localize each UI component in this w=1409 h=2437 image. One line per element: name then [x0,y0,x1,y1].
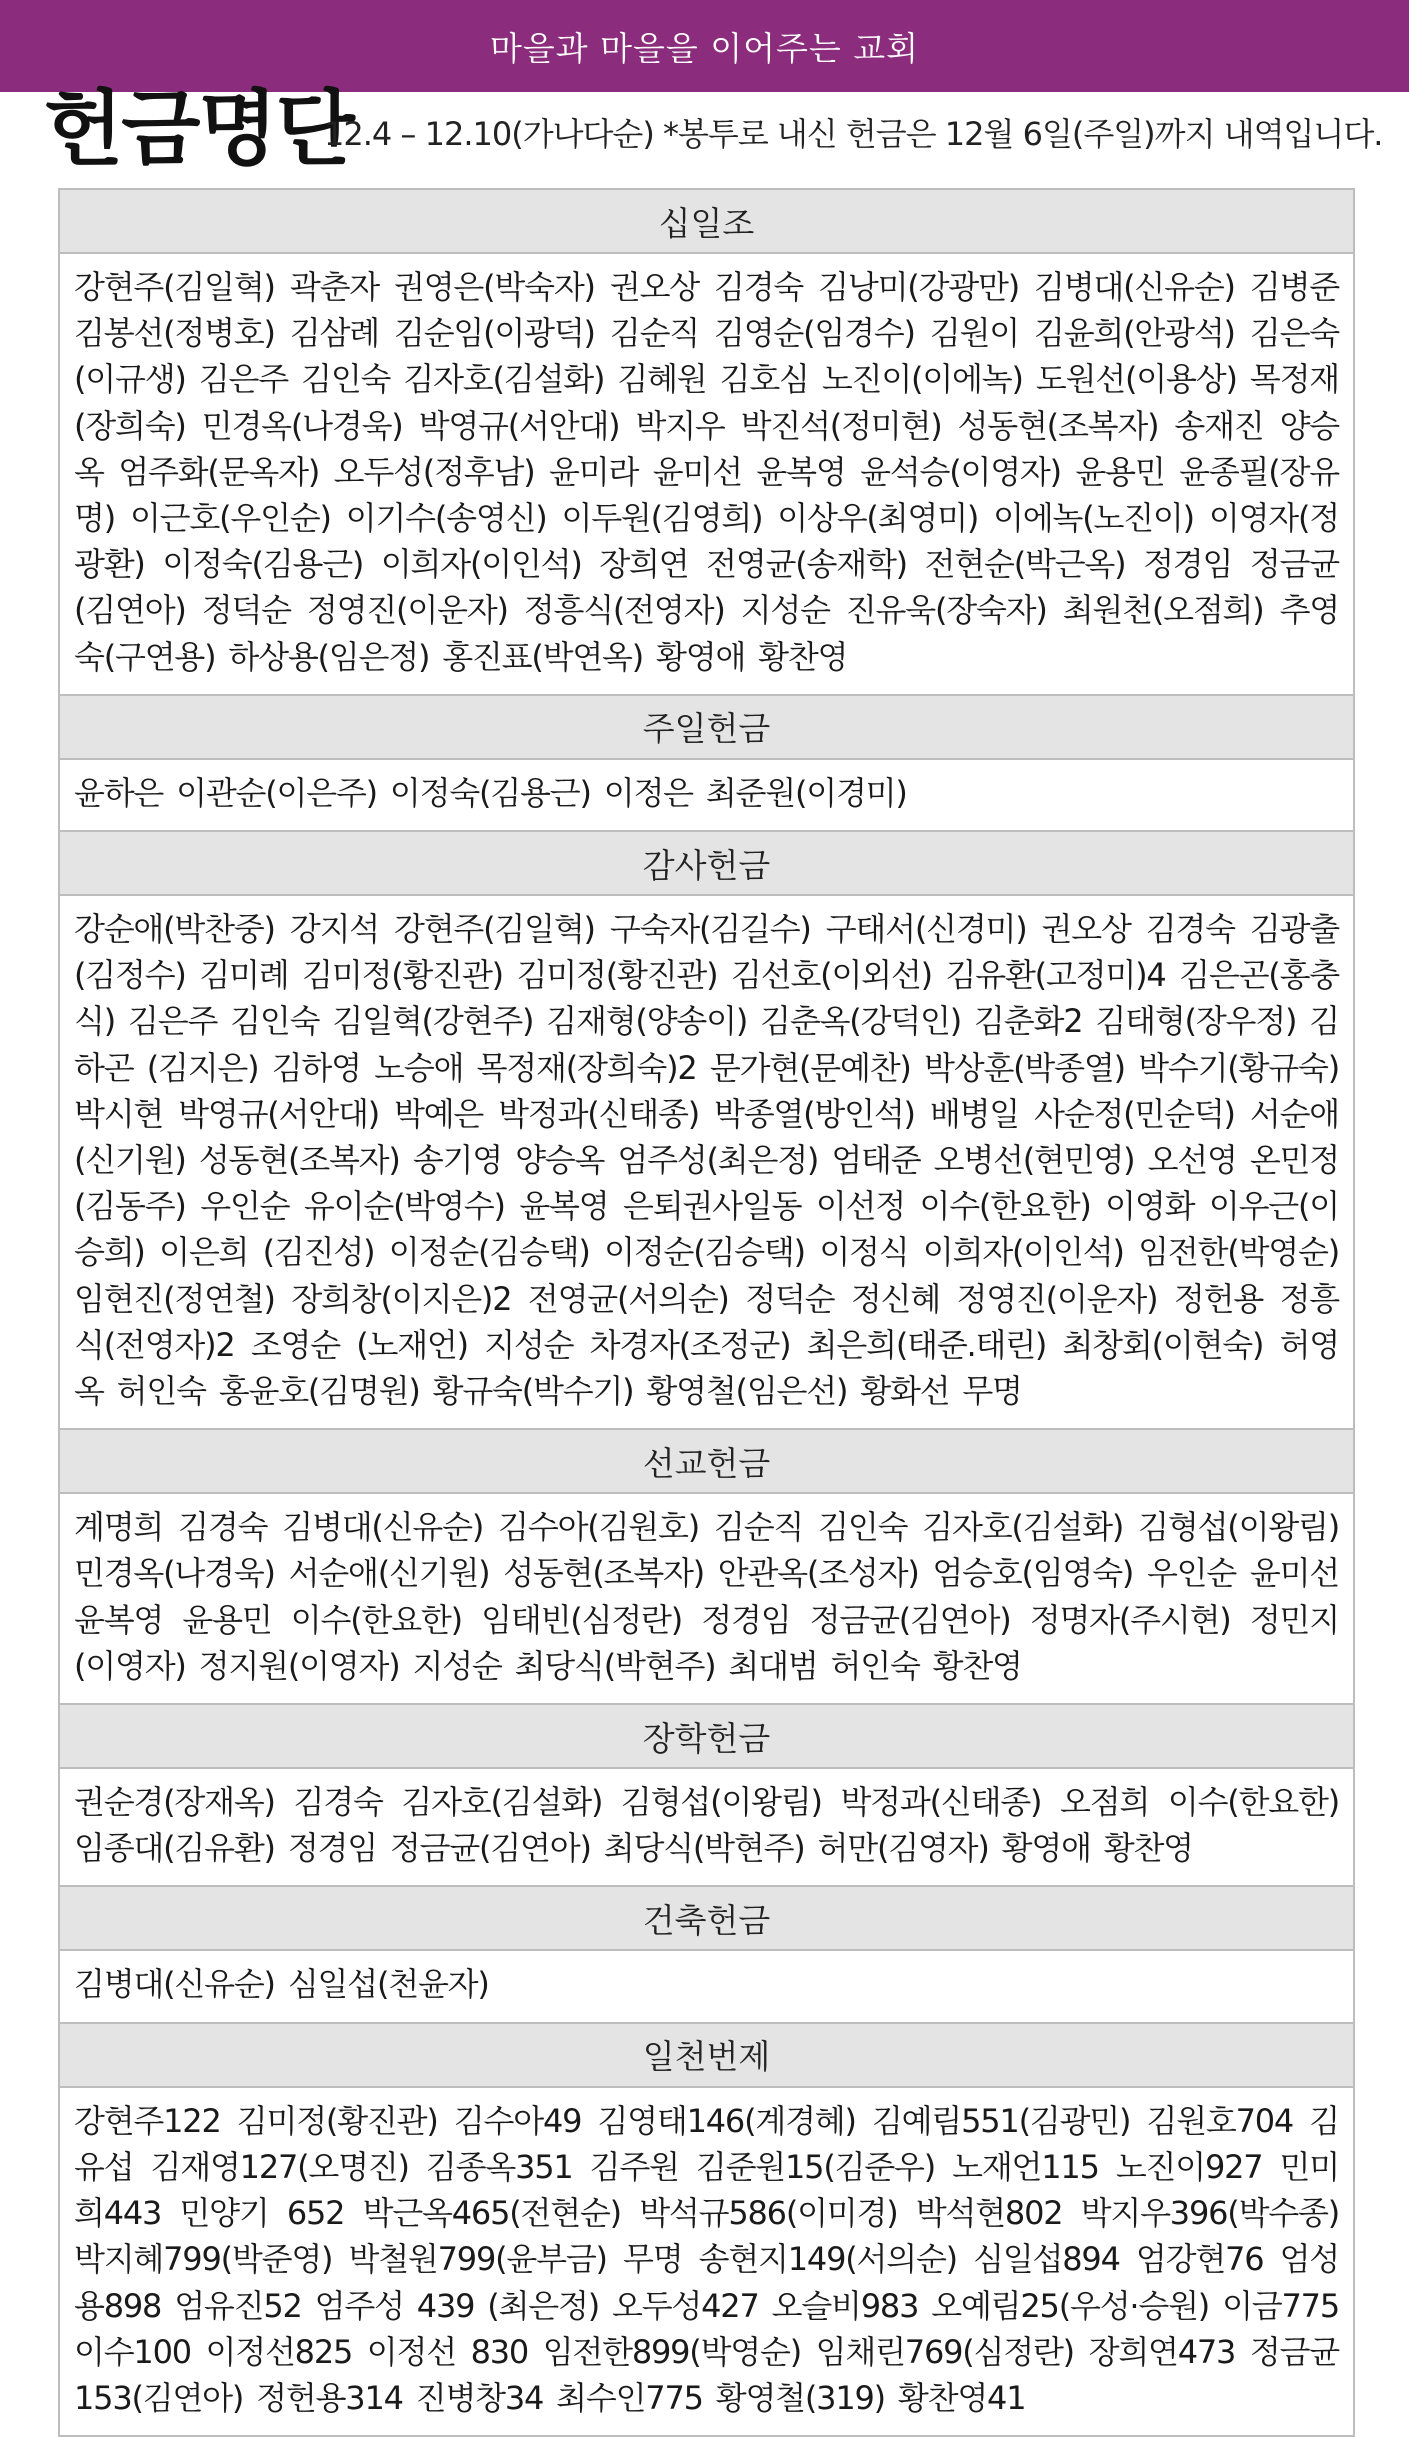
section-header: 건축헌금 [60,1885,1353,1951]
section-names: 윤하은 이관순(이은주) 이정숙(김용근) 이정은 최준원(이경미) [74,773,907,812]
section-building-offering [60,1885,1353,2021]
section-header: 일천번제 [60,2022,1353,2088]
section-names: 강순애(박찬중) 강지석 강현주(김일혁) 구숙자(김길수) 구태서(신경미) 권오상 김경숙 김광출 (김정수) 김미례 김미정(황진관) 김미정(황진관) 김선호(이외선) 김유환(고정미)4 김은곤(홍충식) 김은주 김인숙 김일혁(강현주) 김재형(양송이) 김춘옥(강덕인) 김춘화2 김태형(장우정) 김하곤 (김지은) 김하영 노승애 목정재(장희숙)2 문가현(문예찬) 박상훈(박종열) 박수기(황규숙) 박시현 박영규(서안대) 박예은 박정과(신태종) 박종열(방인석) 배병일 사순정(민순덕) 서순애(신기원) 성동현(조복자) 송기영 양승옥 엄주성(최은정) 엄태준 오병선(현민영) 오선영 온민정(김동주) 우인순 유이순(박영수) 윤복영 은퇴권사일동 이선정 이수(한요한) 이영화 이우근(이승희) 이은희 (김진성) 이정순(김승택) 이정순(김승택) 이정식 이희자(이인석) 임전한(박영순) 임현진(정연철) 장희창(이지은)2 전영균(서의순) 정덕순 정신혜 정영진(이운자) 정헌용 정흥식(전영자)2 조영순 (노재언) 지성순 차경자(조정군) 최은희(태준.태린) 최창회(이현숙) 허영옥 허인숙 홍윤호(김명원) 황규숙(박수기) 황영철(임은선) 황화선 무명 [74,910,1339,1411]
section-scholarship-offering [60,1703,1353,1885]
section-names: 계명희 김경숙 김병대(신유순) 김수아(김원호) 김순직 김인숙 김자호(김설화) 김형섭(이왕림) 민경옥(나경욱) 서순애(신기원) 성동현(조복자) 안관옥(조성자) 엄승호(임영숙) 우인순 윤미선 윤복영 윤용민 이수(한요한) 임태빈(심정란) 정경임 정금균(김연아) 정명자(주시현) 정민지 (이영자) 정지원(이영자) 지성순 최당식(박현주) 최대범 허인숙 황찬영 [74,1508,1339,1685]
banner-text: 마을과 마을을 이어주는 교회 [489,28,919,68]
section-names: 강현주(김일혁) 곽춘자 권영은(박숙자) 권오상 김경숙 김낭미(강광만) 김병대(신유순) 김병준 김봉선(정병호) 김삼례 김순임(이광덕) 김순직 김영순(임경수) 김원이 김윤희(안광석) 김은숙 (이규생) 김은주 김인숙 김자호(김설화) 김혜원 김호심 노진이(이에녹) 도원선(이용상) 목정재 (장희숙) 민경옥(나경욱) 박영규(서안대) 박지우 박진석(정미현) 성동현(조복자) 송재진 양승옥 엄주화(문옥자) 오두성(정후남) 윤미라 윤미선 윤복영 윤석승(이영자) 윤용민 윤종필(장유명) 이근호(우인순) 이기수(송영신) 이두원(김영희) 이상우(최영미) 이에녹(노진이) 이영자(정광환) 이정숙(김용근) 이희자(이인석) 장희연 전영균(송재학) 전현순(박근옥) 정경임 정금균(김연아) 정덕순 정영진(이운자) 정흥식(전영자) 지성순 진유욱(장숙자) 최원천(오점희) 추영숙(구연용) 하상용(임은정) 홍진표(박연옥) 황영애 황찬영 [74,268,1339,676]
section-thanksgiving-offering [60,830,1353,1428]
section-names: 권순경(장재옥) 김경숙 김자호(김설화) 김형섭(이왕림) 박정과(신태종) 오점희 이수(한요한) 임종대(김유환) 정경임 정금균(김연아) 최당식(박현주) 허만(김영자) 황영애 황찬영 [74,1783,1339,1868]
section-names: 김병대(신유순) 심일섭(천윤자) [74,1965,489,2004]
page-subtitle: 12.4 – 12.10(가나다순) *봉투로 내신 헌금은 12월 6일(주일)까지 내역입니다. [324,115,1383,153]
section-header: 주일헌금 [60,694,1353,760]
section-header: 십일조 [60,188,1353,254]
section-tithe [60,188,1353,694]
section-thousand-offerings [60,2022,1353,2435]
section-sunday-offering [60,694,1353,830]
section-mission-offering [60,1428,1353,1703]
section-header: 감사헌금 [60,830,1353,896]
offering-list-board [58,188,1355,2437]
church-motto-banner [0,0,1409,92]
section-names: 강현주122 김미정(황진관) 김수아49 김영태146(계경혜) 김예림551(김광민) 김원호704 김유섭 김재영127(오명진) 김종옥351 김주원 김준원15(김준우) 노재언115 노진이927 민미희443 민양기 652 박근옥465(전현순) 박석규586(이미경) 박석현802 박지우396(박수종) 박지혜799(박준영) 박철원799(윤부금) 무명 송현지149(서의순) 심일섭894 엄강현76 엄성용898 엄유진52 엄주성 439 (최은정) 오두성427 오슬비983 오예림25(우성·승원) 이금775 이수100 이정선825 이정선 830 임전한899(박영순) 임채린769(심정란) 장희연473 정금균153(김연아) 정헌용314 진병창34 최수인775 황영철(319) 황찬영41 [74,2101,1339,2417]
section-header: 선교헌금 [60,1428,1353,1494]
page-title: 헌금명단 [44,82,353,177]
section-header: 장학헌금 [60,1703,1353,1769]
heading-row [44,80,1384,180]
